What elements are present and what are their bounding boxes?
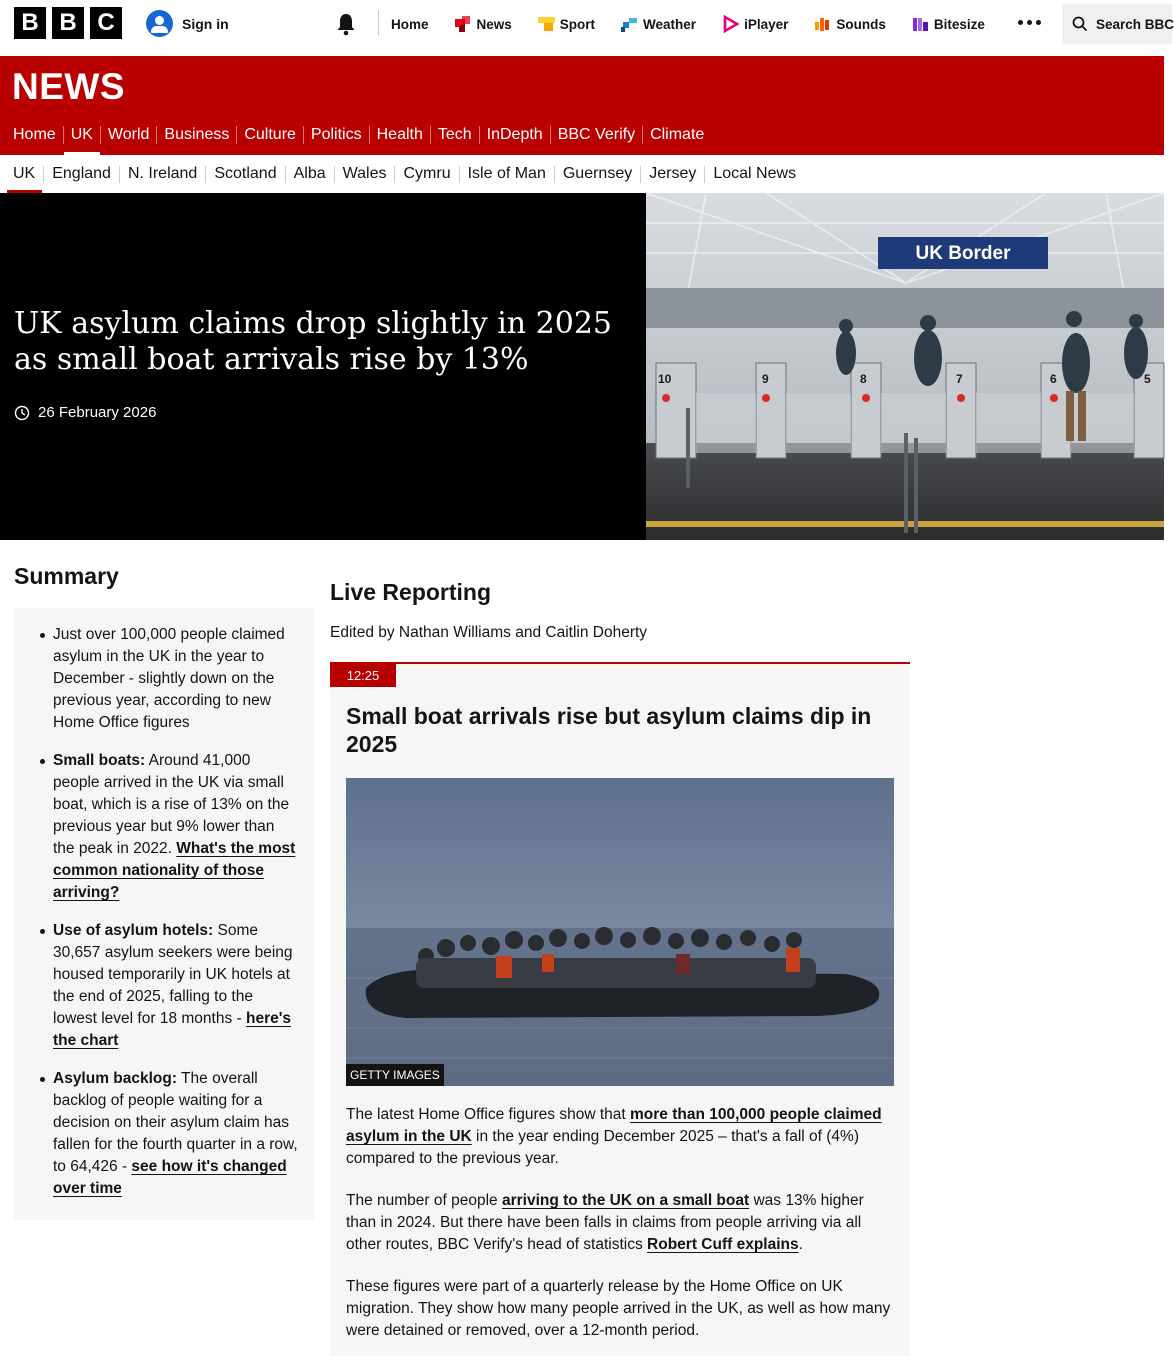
global-nav-label: Home: [391, 16, 429, 32]
global-nav-label: News: [476, 16, 512, 32]
summary-box: [14, 608, 314, 1220]
section-bbc-verify[interactable]: BBC Verify: [557, 126, 636, 143]
account-icon: [146, 10, 173, 37]
section-indepth[interactable]: InDepth: [486, 126, 543, 143]
news-icon: [455, 16, 473, 32]
global-nav-bitesize[interactable]: [912, 16, 985, 32]
more-menu-icon[interactable]: [1018, 20, 1041, 25]
section-tech[interactable]: Tech: [437, 126, 472, 143]
page-title: UK asylum claims drop slightly in 2025 as small boat arrivals rise by 13%: [14, 306, 613, 377]
subnav-alba[interactable]: Alba: [293, 165, 326, 182]
summary-link-nationality[interactable]: What's the most common nationality of those arriving?: [53, 840, 296, 901]
summary-lead: Small boats:: [53, 752, 146, 769]
summary-item: [36, 1068, 298, 1200]
summary-text: Around 41,000 people arrived in the UK via small boat, which is a rise of 13% on the previous year but 9% lower than the peak in 2022.: [53, 752, 290, 857]
hero-image: [646, 193, 1164, 540]
global-nav-label: Sport: [559, 16, 596, 32]
subnav-isle-of-man[interactable]: Isle of Man: [467, 165, 546, 182]
editors-byline: Edited by Nathan Williams and Caitlin Doherty: [330, 624, 648, 641]
section-world[interactable]: World: [107, 126, 150, 143]
subnav-england[interactable]: England: [52, 165, 111, 182]
subnav-local-news[interactable]: Local News: [713, 165, 797, 182]
global-nav: [391, 0, 1011, 48]
gate-number: 8: [860, 372, 867, 386]
link-robert-cuff[interactable]: Robert Cuff explains: [647, 1236, 799, 1253]
summary-link-backlog[interactable]: see how it's changed over time: [53, 1158, 287, 1197]
subnav-cymru[interactable]: Cymru: [403, 165, 451, 182]
clock-icon: [14, 405, 30, 421]
post-paragraph: The number of people arriving to the UK on a small boat was 13% higher than in 2024. But there have been falls in claims from people arriving via all other routes, BBC Verify's head of statistics Robert Cuff explains.: [346, 1192, 864, 1253]
global-nav-label: Weather: [643, 16, 697, 32]
summary-text: Just over 100,000 people claimed asylum in the UK in the year to December - slightly down on the previous year, according to new Home Office figures: [53, 626, 285, 731]
subnav-uk[interactable]: UK: [13, 163, 43, 185]
section-health[interactable]: Health: [376, 126, 423, 143]
uk-subnav: [0, 155, 1164, 193]
gate-number: 5: [1144, 372, 1151, 386]
gate-number: 6: [1050, 372, 1057, 386]
link-asylum-claims[interactable]: more than 100,000 people claimed asylum in the UK: [346, 1106, 882, 1145]
section-climate[interactable]: Climate: [650, 126, 705, 143]
subnav-jersey[interactable]: Jersey: [649, 165, 697, 182]
subnav-wales[interactable]: Wales: [342, 165, 387, 182]
summary-lead: Use of asylum hotels:: [53, 922, 214, 939]
bbc-logo-letter: B: [52, 7, 84, 39]
post-paragraph: The latest Home Office figures show that more than 100,000 people claimed asylum in the UK in the year ending December 2025 – that's a fall of (4%) compared to the previous year.: [346, 1106, 882, 1167]
gate-number: 9: [762, 372, 769, 386]
subnav-scotland[interactable]: Scotland: [214, 165, 277, 182]
summary-heading: Summary: [14, 563, 119, 589]
weather-icon: [621, 16, 639, 32]
image-credit: GETTY IMAGES: [346, 1064, 444, 1086]
summary-item: [36, 624, 298, 734]
gate-number: 7: [956, 372, 963, 386]
link-small-boat[interactable]: arriving to the UK on a small boat: [501, 1192, 750, 1209]
summary-text: The overall backlog of people waiting for a decision on their asylum claim has fallen for the fourth quarter in a row, to 64,426 -: [53, 1070, 298, 1175]
sport-icon: [538, 16, 556, 32]
search-icon: [1072, 16, 1088, 32]
gate-number: 10: [658, 372, 672, 386]
section-politics[interactable]: Politics: [310, 126, 362, 143]
hero: [0, 193, 1164, 540]
post-body: [346, 1104, 898, 1362]
global-nav-sport[interactable]: [538, 16, 595, 32]
masthead-divider: [378, 10, 379, 36]
global-nav-label: Sounds: [836, 16, 886, 32]
global-nav-iplayer[interactable]: [722, 16, 788, 32]
global-nav-sounds[interactable]: [814, 16, 886, 32]
sign-in-link[interactable]: [146, 10, 229, 37]
hero-text: [14, 306, 634, 378]
notifications-bell-icon[interactable]: [336, 12, 356, 36]
subnav-n-ireland[interactable]: N. Ireland: [127, 165, 198, 182]
news-brand[interactable]: NEWS: [12, 66, 125, 107]
bbc-logo[interactable]: [14, 7, 122, 39]
bitesize-icon: [912, 16, 930, 32]
post-image: [346, 778, 894, 1086]
summary-item: [36, 920, 298, 1052]
post-time-badge: 12:25: [330, 664, 396, 687]
sounds-icon: [814, 16, 832, 32]
summary-lead: Asylum backlog:: [53, 1070, 178, 1087]
global-nav-home[interactable]: [391, 17, 429, 32]
summary-text: Some 30,657 asylum seekers were being housed temporarily in UK hotels at the end of 2025, falling to the lowest level for 18 months -: [53, 922, 293, 1027]
live-post: [330, 662, 910, 1356]
section-home[interactable]: Home: [13, 126, 56, 143]
bbc-logo-letter: B: [14, 7, 46, 39]
global-nav-label: Bitesize: [933, 16, 985, 32]
section-uk[interactable]: UK: [64, 124, 100, 146]
live-reporting-heading: Live Reporting: [330, 579, 492, 605]
masthead: [0, 0, 1174, 48]
post-paragraph: These figures were part of a quarterly release by the Home Office on UK migration. They show how many people arrived in the UK, as well as how many were detained or removed, over a 12-month period.: [346, 1278, 891, 1339]
section-business[interactable]: Business: [164, 126, 230, 143]
sign-in-label: Sign in: [182, 15, 229, 32]
global-nav-weather[interactable]: [621, 16, 696, 32]
uk-border-sign: UK Border: [915, 243, 1011, 264]
news-banner: [0, 56, 1164, 155]
search-label: Search BBC: [1096, 16, 1174, 32]
hero-date: [14, 404, 156, 421]
iplayer-icon: [722, 16, 740, 32]
global-nav-label: iPlayer: [744, 16, 789, 32]
section-nav: [13, 124, 711, 146]
subnav-guernsey[interactable]: Guernsey: [562, 165, 633, 182]
summary-item: [36, 750, 298, 904]
publish-date: 26 February 2026: [38, 404, 157, 421]
bbc-logo-letter: C: [90, 7, 122, 39]
search-button[interactable]: [1062, 4, 1172, 44]
post-title: Small boat arrivals rise but asylum claims dip in 2025: [346, 703, 872, 757]
global-nav-news[interactable]: [455, 16, 512, 32]
section-culture[interactable]: Culture: [244, 126, 296, 143]
summary-link-chart[interactable]: here's the chart: [53, 1010, 292, 1049]
